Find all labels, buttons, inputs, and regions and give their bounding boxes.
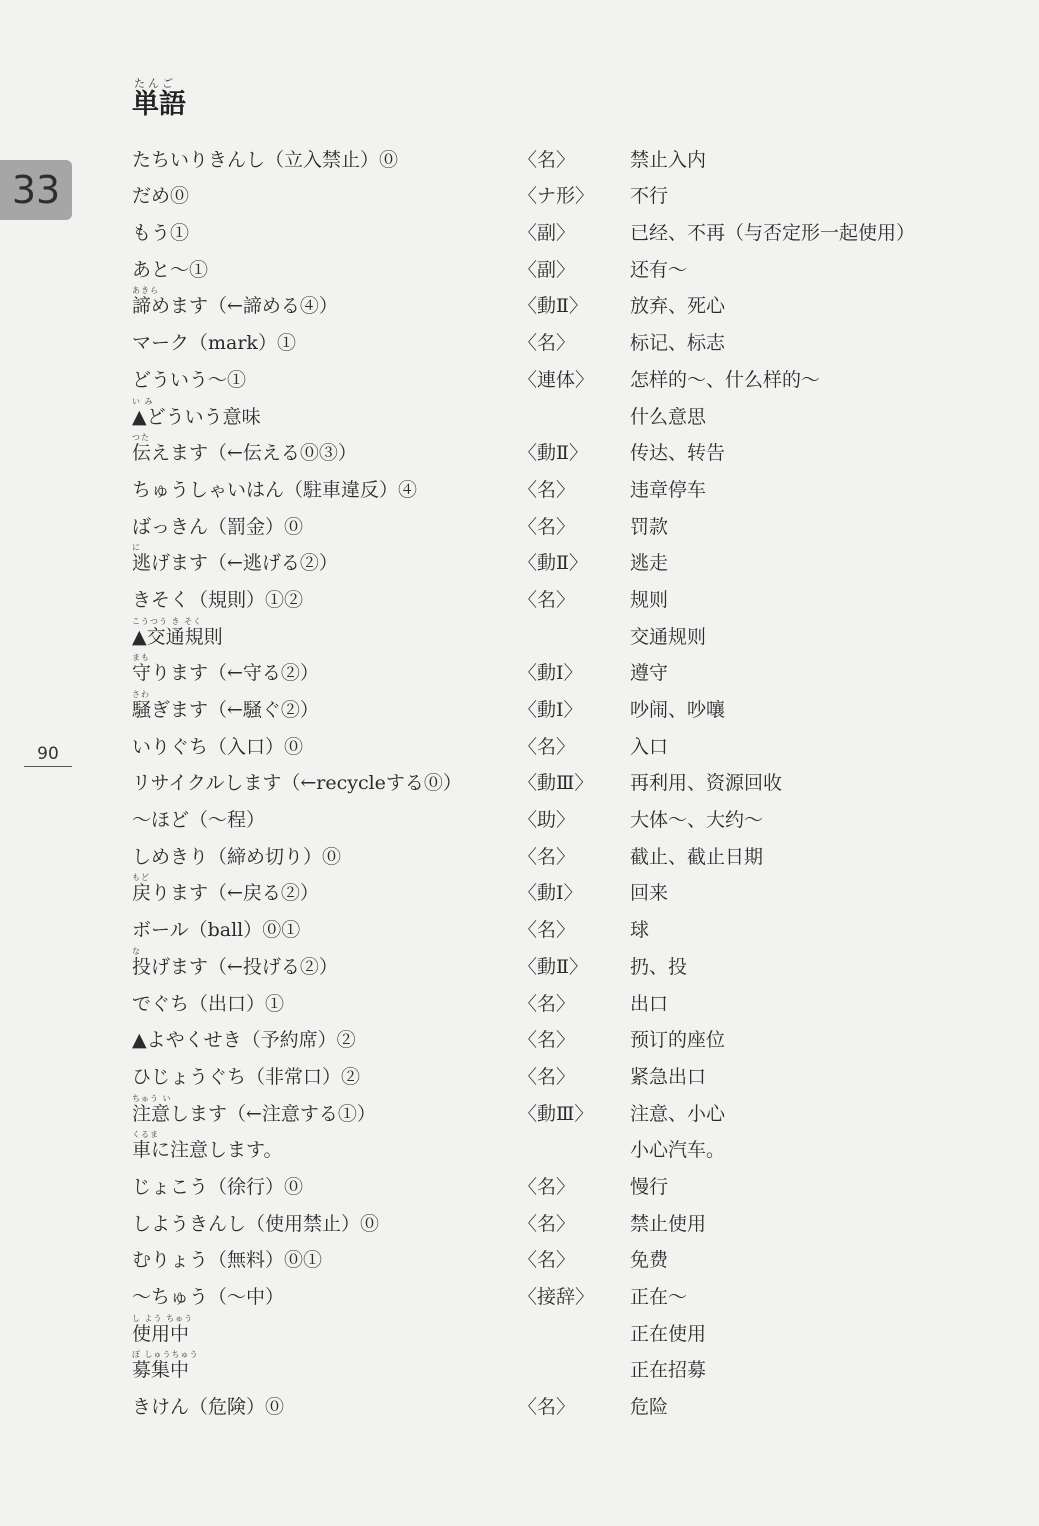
vocab-word: もう① (132, 222, 190, 245)
vocab-furigana: あきら (132, 286, 159, 296)
vocab-furigana: ぼ しゅうちゅう (132, 1350, 199, 1360)
vocab-meaning: 扔、投 (630, 955, 688, 978)
vocab-word: 伝えます（←伝える⓪③） (132, 442, 357, 465)
vocab-part-of-speech: 〈名〉 (518, 1029, 576, 1052)
vocab-row (132, 250, 992, 287)
vocab-row (132, 1021, 992, 1058)
vocab-furigana: まも (132, 653, 150, 663)
vocab-part-of-speech: 〈名〉 (518, 1175, 576, 1198)
vocab-word: たちいりきんし（立入禁止）⓪ (132, 148, 399, 171)
vocab-word: ボール（ball）⓪① (132, 919, 301, 942)
vocab-row (132, 800, 992, 837)
vocab-part-of-speech: 〈名〉 (518, 1065, 576, 1088)
vocab-meaning: 什么意思 (630, 405, 707, 428)
vocab-part-of-speech: 〈副〉 (518, 258, 576, 281)
vocab-row (132, 177, 992, 214)
vocab-row (132, 1277, 992, 1314)
vocab-part-of-speech: 〈名〉 (518, 735, 576, 758)
vocab-furigana: くるま (132, 1130, 159, 1140)
vocab-meaning: 注意、小心 (630, 1102, 726, 1125)
vocab-row (132, 654, 992, 691)
vocab-meaning: 标记、标志 (630, 332, 726, 355)
vocab-meaning: 交通规则 (630, 625, 707, 648)
vocab-word: しようきんし（使用禁止）⓪ (132, 1212, 380, 1235)
vocab-part-of-speech: 〈名〉 (518, 148, 576, 171)
vocab-part-of-speech: 〈動Ⅱ〉 (518, 442, 588, 465)
vocab-row (132, 213, 992, 250)
vocab-meaning: 违章停车 (630, 478, 707, 501)
vocab-word: じょこう（徐行）⓪ (132, 1175, 304, 1198)
vocab-row (132, 837, 992, 874)
vocab-part-of-speech: 〈動Ⅲ〉 (518, 1102, 594, 1125)
vocab-row (132, 1131, 992, 1168)
vocab-part-of-speech: 〈接辞〉 (518, 1286, 595, 1308)
vocab-furigana: に (132, 543, 141, 553)
vocab-word: むりょう（無料）⓪① (132, 1249, 323, 1272)
vocab-row (132, 544, 992, 581)
vocab-word: ひじょうぐち（非常口）② (132, 1065, 361, 1088)
vocab-row (132, 1057, 992, 1094)
vocab-meaning: 正在～ (630, 1286, 688, 1308)
vocab-part-of-speech: 〈名〉 (518, 478, 576, 501)
vocab-row (132, 1351, 992, 1388)
vocab-row (132, 323, 992, 360)
vocab-meaning: 怎样的～、什么样的～ (630, 368, 821, 391)
title-furigana: たんご (134, 77, 176, 90)
vocab-meaning: 已经、不再（与否定形一起使用） (630, 222, 916, 245)
vocab-word: 投げます（←投げる②） (132, 955, 338, 978)
vocab-meaning: 回来 (630, 882, 669, 905)
vocab-part-of-speech: 〈名〉 (518, 845, 576, 868)
vocab-meaning: 大体～、大约～ (630, 809, 764, 832)
vocab-row (132, 1314, 992, 1351)
vocab-word: ▲交通規則 (132, 625, 223, 648)
vocab-part-of-speech: 〈名〉 (518, 1249, 576, 1272)
vocab-row (132, 470, 992, 507)
vocab-meaning: 逃走 (630, 552, 669, 575)
vocab-meaning: 遵守 (630, 662, 669, 685)
vocab-part-of-speech: 〈名〉 (518, 1396, 576, 1419)
vocab-meaning: 还有～ (630, 258, 688, 281)
vocab-word: リサイクルします（←recycleする⓪） (132, 772, 462, 795)
vocab-word: マーク（mark）① (132, 332, 296, 355)
vocab-furigana: ちゅう い (132, 1093, 172, 1103)
vocab-row (132, 397, 992, 434)
vocab-row (132, 764, 992, 801)
vocab-word: 車に注意します。 (132, 1139, 283, 1162)
vocab-row (132, 580, 992, 617)
vocab-word: どういう～① (132, 368, 247, 391)
vocab-word: あと～① (132, 258, 209, 281)
vocab-word: 戻ります（←戻る②） (132, 882, 319, 905)
vocab-word: 使用中 (132, 1322, 190, 1345)
vocab-row (132, 727, 992, 764)
vocab-meaning: 危险 (630, 1396, 669, 1419)
vocab-part-of-speech: 〈動Ⅱ〉 (518, 955, 588, 978)
vocab-meaning: 正在使用 (630, 1322, 707, 1345)
vocab-row (132, 1241, 992, 1278)
vocab-word: 募集中 (132, 1359, 190, 1382)
vocab-furigana: こうつう き そく (132, 616, 203, 626)
page-title: 単語 (132, 89, 186, 120)
vocab-row (132, 140, 992, 177)
vocab-word: ばっきん（罰金）⓪ (132, 515, 304, 538)
vocab-word: だめ⓪ (132, 185, 190, 208)
vocab-meaning: 出口 (630, 992, 669, 1015)
vocab-part-of-speech: 〈動Ⅰ〉 (518, 662, 583, 685)
vocab-row (132, 947, 992, 984)
vocab-row (132, 874, 992, 911)
vocab-word: きけん（危険）⓪ (132, 1396, 285, 1419)
vocab-meaning: 紧急出口 (630, 1065, 707, 1088)
vocabulary-list (132, 140, 992, 1424)
vocab-meaning: 禁止使用 (630, 1212, 707, 1235)
vocab-row (132, 690, 992, 727)
vocab-word: 注意します（←注意する①） (132, 1102, 376, 1125)
vocab-part-of-speech: 〈名〉 (518, 919, 576, 942)
vocab-furigana: な (132, 946, 141, 956)
vocab-furigana: し よう ちゅう (132, 1313, 194, 1323)
vocab-meaning: 预订的座位 (630, 1029, 726, 1052)
vocab-meaning: 截止、截止日期 (630, 845, 764, 868)
vocab-part-of-speech: 〈名〉 (518, 588, 576, 611)
vocab-part-of-speech: 〈副〉 (518, 222, 576, 245)
vocab-row (132, 984, 992, 1021)
vocab-word: いりぐち（入口）⓪ (132, 735, 304, 758)
vocab-part-of-speech: 〈名〉 (518, 332, 576, 355)
vocab-meaning: 球 (630, 919, 650, 942)
vocab-meaning: 禁止入内 (630, 148, 707, 171)
vocab-word: ～ほど（～程） (132, 809, 266, 832)
vocab-part-of-speech: 〈連体〉 (518, 368, 595, 391)
vocab-row (132, 507, 992, 544)
vocab-word: 守ります（←守る②） (132, 662, 319, 685)
vocab-part-of-speech: 〈動Ⅰ〉 (518, 699, 583, 721)
vocab-word: ▲よやくせき（予約席）② (132, 1029, 356, 1052)
vocab-word: ～ちゅう（～中） (132, 1286, 285, 1308)
vocab-row (132, 1167, 992, 1204)
lesson-number-tab: 33 (0, 160, 72, 220)
vocab-row (132, 287, 992, 324)
vocab-row (132, 1204, 992, 1241)
vocab-row (132, 617, 992, 654)
vocab-meaning: 正在招募 (630, 1359, 707, 1382)
vocab-meaning: 不行 (630, 185, 669, 208)
vocab-furigana: さわ (132, 690, 150, 699)
vocab-row (132, 1387, 992, 1424)
vocab-furigana: もど (132, 873, 150, 883)
vocab-word: きそく（規則）①② (132, 588, 304, 611)
vocab-furigana: つた (132, 433, 150, 443)
vocab-row (132, 434, 992, 471)
vocab-word: 騒ぎます（←騒ぐ②） (132, 699, 319, 721)
section-heading (132, 78, 186, 120)
page-number: 90 (24, 744, 72, 767)
vocab-furigana: い み (132, 396, 154, 406)
vocab-part-of-speech: 〈動Ⅲ〉 (518, 772, 594, 795)
vocab-meaning: 再利用、资源回收 (630, 772, 783, 795)
vocab-part-of-speech: 〈ナ形〉 (518, 185, 595, 208)
vocab-word: しめきり（締め切り）⓪ (132, 845, 342, 868)
vocab-part-of-speech: 〈名〉 (518, 1212, 576, 1235)
vocab-word: ▲どういう意味 (132, 405, 261, 428)
vocab-meaning: 慢行 (630, 1175, 669, 1198)
vocab-part-of-speech: 〈名〉 (518, 992, 576, 1015)
vocab-part-of-speech: 〈動Ⅱ〉 (518, 552, 588, 575)
vocab-part-of-speech: 〈動Ⅱ〉 (518, 295, 588, 318)
vocab-meaning: 免费 (630, 1249, 669, 1272)
vocab-word: ちゅうしゃいはん（駐車違反）④ (132, 478, 418, 501)
vocab-word: 諦めます（←諦める④） (132, 295, 338, 318)
vocab-row (132, 910, 992, 947)
vocab-part-of-speech: 〈助〉 (518, 809, 576, 832)
vocab-meaning: 小心汽车。 (630, 1139, 726, 1162)
vocab-meaning: 罚款 (630, 515, 669, 538)
vocab-row (132, 1094, 992, 1131)
vocab-word: でぐち（出口）① (132, 992, 285, 1015)
vocab-meaning: 放弃、死心 (630, 295, 726, 318)
vocab-row (132, 360, 992, 397)
vocab-part-of-speech: 〈動Ⅰ〉 (518, 882, 583, 905)
vocab-meaning: 传达、转告 (630, 442, 726, 465)
vocab-word: 逃げます（←逃げる②） (132, 552, 338, 575)
vocab-meaning: 规则 (630, 588, 669, 611)
vocab-meaning: 入口 (630, 735, 669, 758)
vocab-meaning: 吵闹、吵嚷 (630, 699, 726, 721)
vocab-part-of-speech: 〈名〉 (518, 515, 576, 538)
